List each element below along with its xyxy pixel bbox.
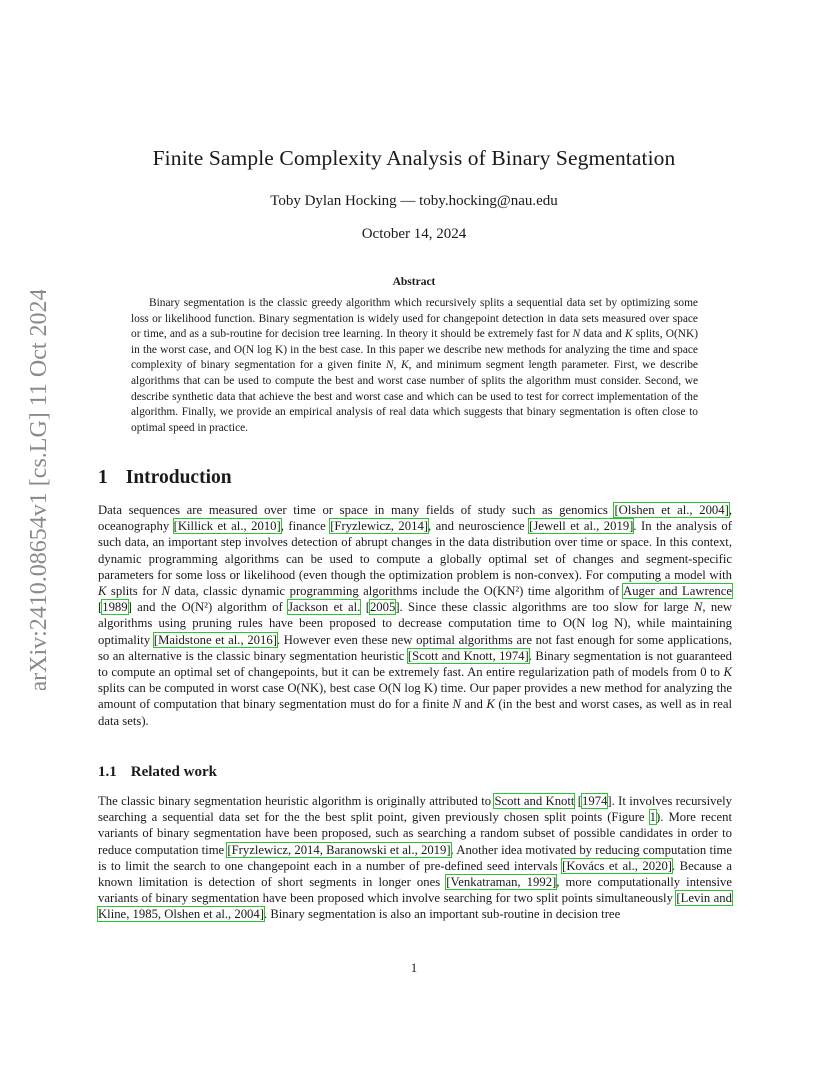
citation-link[interactable]: [Maidstone et al., 2016]	[153, 632, 277, 647]
paper-date: October 14, 2024	[361, 226, 467, 242]
citation-link[interactable]: [Levin and Kline, 1985, Olshen et al., 2004]	[98, 891, 732, 922]
citation-link[interactable]: [Kovács et al., 2020]	[562, 858, 673, 873]
citation-link[interactable]: [Fryzlewicz, 2014]	[330, 519, 429, 534]
abstract-text: Binary segmentation is the classic greedy algorithm which recursively splits a sequential data set by optimizing some loss or likelihood function. Binary segmentation is widely used for changepoint detection in data sets measured over space or time, and as a sub-routine for decision tree learning. In theory it should be extremely fast for N data and K splits, O(NK) in the worst case, and O(N log K) in the best case. In this paper we describe new methods for analyzing the time and space complexity of binary segmentation for a given finite N, K, and minimum segment length parameter. First, we describe algorithms that can be used to compute the best and worst case number of splits the algorithm must consider. Second, we describe synthetic data that achieve the best and worst case and which can be used to test for correct implementation of the algorithm. Finally, we provide an empirical analysis of real data which suggests that binary segmentation is often close to optimal speed in practice.	[131, 297, 698, 434]
citation-link[interactable]: [Jewell et al., 2019]	[529, 519, 634, 534]
citation-link[interactable]: [Killick et al., 2010]	[173, 519, 281, 534]
citation-link[interactable]: [Olshen et al., 2004]	[614, 503, 729, 517]
page-number: 1	[410, 961, 418, 975]
related-work-paragraph: The classic binary segmentation heuristic algorithm is originally attributed to Scott and Knott [1974]. It involves recursively searching a sequential data set for the the best split point, given previously chosen split points (Figure 1). More recent variants of binary segmentation have been proposed, such as searching a random subset of possible candidates in order to reduce computation time [Fryzlewicz, 2014, Baranowski et al., 2019]. Another idea motivated by reducing computation time is to limit the search to one changepoint each in a number of pre-defined seed intervals [Kovács et al., 2020]. Because a known limitation is detection of short segments in longer ones [Venkatraman, 1992], more computationally intensive variants of binary segmentation have been proposed which involve searching for two split points simultaneously [Levin and Kline, 1985, Olshen et al., 2004]. Binary segmentation is also an important sub-routine in decision tree	[98, 794, 733, 922]
citation-link[interactable]: [Fryzlewicz, 2014, Baranowski et al., 2019]	[227, 842, 451, 857]
section-heading-introduction	[98, 467, 232, 489]
author-line: Toby Dylan Hocking — toby.hocking@nau.edu	[270, 193, 558, 209]
citation-link[interactable]: Jackson et al.	[288, 600, 361, 615]
citation-link[interactable]: [Venkatraman, 1992]	[446, 875, 557, 890]
arxiv-stamp-text: arXiv:2410.08654v1 [cs.LG] 11 Oct 2024	[26, 290, 52, 690]
arxiv-identifier-stamp	[20, 290, 56, 690]
citation-link[interactable]: [Scott and Knott, 1974]	[407, 648, 529, 663]
subsection-title: Related work	[130, 764, 217, 780]
introduction-paragraph: Data sequences are measured over time or space in many fields of study such as genomics [Olshen et al., 2004], oceanography [Killick et al., 2010], finance [Fryzlewicz, 2014], and neuroscience [Jewell et al., 2019]. In the analysis of such data, an important step involves detection of abrupt changes in the data distribution over time or space. In this context, dynamic programming algorithms can be used to compute a globally optimal set of changes and segment-specific parameters for some loss or likelihood (even though the optimization problem is non-convex). For computing a model with K splits for N data, classic dynamic programming algorithms include the O(KN²) time algorithm of Auger and Lawrence [1989] and the O(N²) algorithm of Jackson et al. [2005]. Since these classic algorithms are too slow for large N, new algorithms using pruning rules have been proposed to decrease computation time to O(N log N), while maintaining optimality [Maidstone et al., 2016]. However even these new optimal algorithms are not fast enough for some applications, so an alternative is the classic binary segmentation heuristic [Scott and Knott, 1974]. Binary segmentation is not guaranteed to compute an optimal set of changepoints, but it can be extremely fast. An entire regularization path of models from 0 to K splits can be computed in worst case O(NK), best case O(N log K) time. Our paper provides a new method for analyzing the amount of computation that binary segmentation must do for a finite N and K (in the best and worst cases, as well as in real data sets).	[98, 503, 733, 728]
citation-link[interactable]: Auger and Lawrence	[623, 584, 732, 599]
section-number: 1	[98, 467, 108, 488]
figure-reference-link[interactable]: 1	[649, 810, 656, 825]
citation-link[interactable]: Scott and Knott	[494, 794, 575, 808]
citation-link[interactable]: 2005	[369, 600, 396, 615]
paper-title: Finite Sample Complexity Analysis of Binary Segmentation	[152, 146, 676, 170]
subsection-number: 1.1	[98, 764, 117, 780]
citation-link[interactable]: 1989	[102, 600, 128, 615]
citation-link[interactable]: 1974	[582, 794, 608, 808]
section-title: Introduction	[125, 467, 232, 488]
abstract-heading: Abstract	[392, 276, 436, 288]
subsection-heading-related-work	[98, 764, 217, 781]
